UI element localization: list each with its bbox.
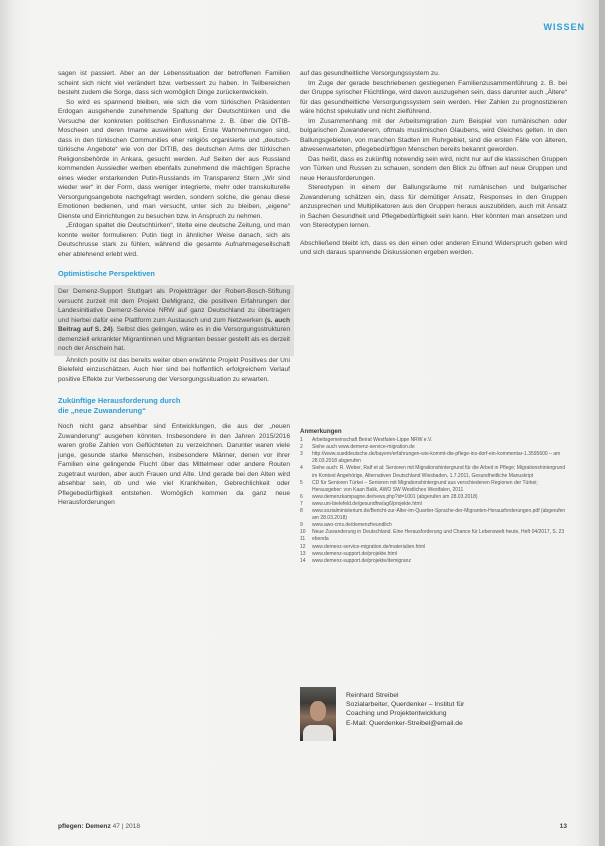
body-paragraph: So wird es spannend bleiben, wie sich die vom türkischen Präsidenten Erdogan ausgehende zunehmende Spaltung der Deutschtürken und die Versuche der konkreten politischen Einflussnahme z. B. über die DITIB-Moscheen und deren Imame auswirken wird. Erste Wahrnehmungen sind, dass in den türkischen Communities eher religiös organisierte und „deutsch-türkische Angebote“ wie von der DITIB, des deutschen Arms der türkischen Religionsbehörde in Ankara, gesucht werden. Auf Seiten der aus Russland kommenden Aussiedler werben ebenfalls zunehmend die mächtigen Sprache eines wieder erstarkenden Putin-Russlands im Transparenz Stern „Wir sind wieder wer“ in der Form, dass weniger integrierte, mehr oder transkulturelle Versorgungsangebote nachgefragt werden, sondern solche, die genau diese Emotionen bedienen, und man versucht, unter sich zu bleiben, „eigene“ Dienste und Einrichtungen zu besuchen bzw. in Anspruch zu nehmen. [58,98,290,220]
footnote-item [300,444,567,451]
footnote-text: Neue Zuwanderung in Deutschland. Eine Herausforderung und Chance für Lebenswelt heute, Heft 04/2017, S. 23 [312,529,565,536]
highlight-box [54,285,294,356]
body-paragraph: sagen ist passiert. Aber an der Lebenssituation der betroffenen Familien scheint sich nicht viel verändert bzw. verbessert zu haben. In Teilbereichen besteht zudem die Sorge, dass sich womöglich Dinge zurückentwickeln. [58,70,290,96]
author-info [346,691,464,728]
page-edge-shadow [599,0,605,846]
section-heading: Optimistische Perspektiven [58,269,155,278]
footnote-text: Siehe auch: R. Weber, Ralf et al: Senioren mit Migrationshintergrund für die Arbeit in Pflege; Migrationshintergrund im Kontext Angehörige, Alternativen Deutschland Wiesbaden, 1.7.2011, Gesundheitliche Manuskript [312,465,566,479]
issue-number: 47 | 2018 [112,823,140,830]
footnote-item [300,437,567,444]
footnote-item [300,536,567,543]
author-role-line2: Coaching und Projektentwicklung [346,710,447,718]
left-column [58,69,290,508]
footnote-number: 3 [300,451,303,458]
right-column [300,69,567,258]
author-shirt [303,725,333,741]
footnotes-title: Anmerkungen [300,428,342,435]
footnote-text: www.demenz-service-migration.de/materialien.html [312,543,426,550]
footnote-number: 14 [300,557,306,564]
footnote-text: http://www.sueddeutsche.de/bayern/erfahrungen-wie-kommt-die-pflege-ins-dorf-ein-kommentar-1.3595600 – am 28.03.2018 abgerufen [312,451,561,465]
footnote-text: Siehe auch www.demenz-service-migration.de [312,444,415,451]
footnote-item [300,544,567,551]
box-text: Der Demenz-Support Stuttgart als Projektträger der Robert-Bosch-Stiftung versucht zurzeit mit dem Projekt DeMigranz, die positiven Erfahrungen der Landesinitiative Demenz-Service NRW auf ganz Deutschland zu übertragen und hierbei dafür eine Plattform zum Austausch und zum Netzwerken [58,288,290,324]
footnote-item [300,551,567,558]
footnote-number: 10 [300,529,306,536]
footnote-number: 6 [300,493,303,500]
author-box [300,687,567,743]
footnote-number: 8 [300,508,303,515]
footnotes-list [300,437,567,565]
footnote-number: 7 [300,500,303,507]
footnote-text: ebenda [312,536,329,543]
footnote-text: www.uni-bielefeld.de/gesundhw/ag6/projekte.html [312,500,422,507]
body-paragraph [58,287,290,354]
footnote-text: www.demenz-support.de/projekte.html [312,550,398,557]
footnote-text: CD für Senioren Türkei – Senioren mit Migrationshintergrund aus verschiedenen Regionen der Türkei; Herausgeber: von Kaan Balik, AWO SW Westliches Westfalen, 2011 [312,479,538,493]
footnote-text: www.demenz-support.de/projekte/demigranz [312,557,411,564]
footnote-number: 4 [300,465,303,472]
body-paragraph: Das heißt, dass es zukünftig notwendig sein wird, nicht nur auf die klassischen Gruppen von Türken und Russen zu schauen, sondern den Blick zu öffnen auf neue Gruppen und neue Herausforderungen. [300,155,567,182]
footnote-text: www.demenzkampagne.de/news.php?id=1001 (abgerufen am 28.03.2018) [312,493,478,500]
box-text-continued: . Selbst dies gelingen, wäre es in die Versorgungsstrukturen demenziell erkrankter Migrantinnen und Migranten besser gestellt als es derzeit noch der Anschein hat. [58,326,290,352]
author-face [310,701,326,721]
footnote-item [300,508,567,522]
footnote-number: 9 [300,522,303,529]
author-name: Reinhard Streibel [346,692,399,699]
footnote-item [300,558,567,565]
body-paragraph: Abschließend bleibt ich, dass es den einen oder anderen Einund Widerspruch geben wird und sich daraus spannende Diskussionen ergeben werden. [300,239,567,256]
page-reference: (s. auch Beitrag auf S. 24) [58,316,290,333]
footnote-number: 13 [300,550,306,557]
footer-publication [58,823,140,830]
footnote-item [300,529,567,536]
page-number: 13 [559,823,567,830]
body-paragraph: Ähnlich positiv ist das bereits weiter oben erwähnte Projekt Positives der Uni Bielefeld einzuschätzen. Auch hier sind bei hoffentlich erfolgreichem Verlauf positive Effekte zur Verbesserung der Versorgungssituation zu erwarten. [58,356,290,383]
footnote-text: www.awo-cms.de/demenzfreundlich [312,522,392,529]
footnote-number: 5 [300,479,303,486]
author-photo [300,687,336,741]
footnote-text: Arbeitsgemeinschaft Beirat Westfalen-Lippe NRW e.V. [312,437,433,444]
footnotes [300,428,567,565]
body-paragraph: Stereotypen in einem der Ballungsräume mit rumänischen und bulgarischer Zuwanderung schätzen ein, dass für demütiger Ansatz, Responses in den Gruppen anzusprechen und Multiplikatoren aus den Gruppen heraus auszubilden, auch mit Ansatz in Sachen Gesundheit und Pflegebedürftigkeit sein kann. Hier könnten man ansetzen und von Stereotypen lernen. [300,184,567,229]
footnote-item [300,522,567,529]
footnote-item [300,494,567,501]
author-role: Sozialarbeiter, Querdenker – Institut für [346,701,465,709]
footnote-text: www.sozialministerium.de/Bericht-zur-Alter-im-Quartier-Sprache-der-Migranten-Herausforderungen.pdf (abgerufen am 28.03.2018) [312,508,566,522]
section-tag: WISSEN [543,22,585,32]
body-paragraph: Im Zusammenhang mit der Arbeitsmigration zum Beispiel von rumänischen oder bulgarischen Zuwanderern, oftmals muslimischen Glaubens, wird Gleiches gelten. In den Ballungsgebieten, von manchen Stadten im Ruhrgebiet, sind die ersten Fälle von älteren, abwesenwarteten, pflegebedürftigen Menschen bereits bekannt geworden. [300,117,567,153]
footnote-number: 12 [300,543,306,550]
author-email: E-Mail: Querdenker-Streibel@email.de [346,719,463,727]
body-paragraph: auf das gesundheitliche Versorgungssystem zu. [300,70,440,77]
footnote-number: 1 [300,437,303,444]
footnote-item [300,465,567,479]
footnote-item [300,501,567,508]
section-heading: die „neue Zuwanderung“ [58,406,146,415]
section-heading: Zukünftige Herausforderung durch [58,396,181,405]
body-paragraph: „Erdogan spaltet die Deutschtürken“, titelte eine deutsche Zeitung, und man konnte weiter formulieren: Putin tiegt in ähnlicher Weise danach, sich als Deutschrusse stark zu fühlen, während die gesamte Aufnahmegesellschaft eher ablehnend erlebt wird. [58,222,290,258]
body-paragraph: Noch nicht ganz absehbar sind Entwicklungen, die aus der „neuen Zuwanderung“ ausgehen könnten. Insbesondere in den Jahren 2015/2016 waren große Zahlen von Geflüchteten zu verzeichnen. Darunter waren viele junge, gesunde starke Menschen, insbesondere Männer, denen vor ihrer Familien eine gelingende Flucht über das Mittelmeer oder andere Routen zugetraut wurden, aber auch Frauen und Alte. Und gerade bei den Alten wird absehbar sein, ob und wie viel Krankheiten, Gebrechlichkeit oder Pflegebedürftigkeit entstehen. Womöglich kommen da ganz neue Herausforderungen [58,423,290,506]
footnote-item [300,451,567,465]
magazine-name: pflegen: Demenz [58,823,111,830]
footnote-item [300,480,567,494]
footnote-number: 11 [300,536,306,543]
body-paragraph: Im Zuge der gerade beschriebenen gestiegenen Familienzusammenführung z. B. bei der Gruppe syrischer Flüchtlinge, wird davon auszugehen sein, dass darunter auch „Ältere“ für das gesundheitliche Versorgungssystem sein werden. Hier Zahlen zu prognostizieren wäre höchst spekulativ und nicht zielführend. [300,79,567,115]
footnote-number: 2 [300,444,303,451]
